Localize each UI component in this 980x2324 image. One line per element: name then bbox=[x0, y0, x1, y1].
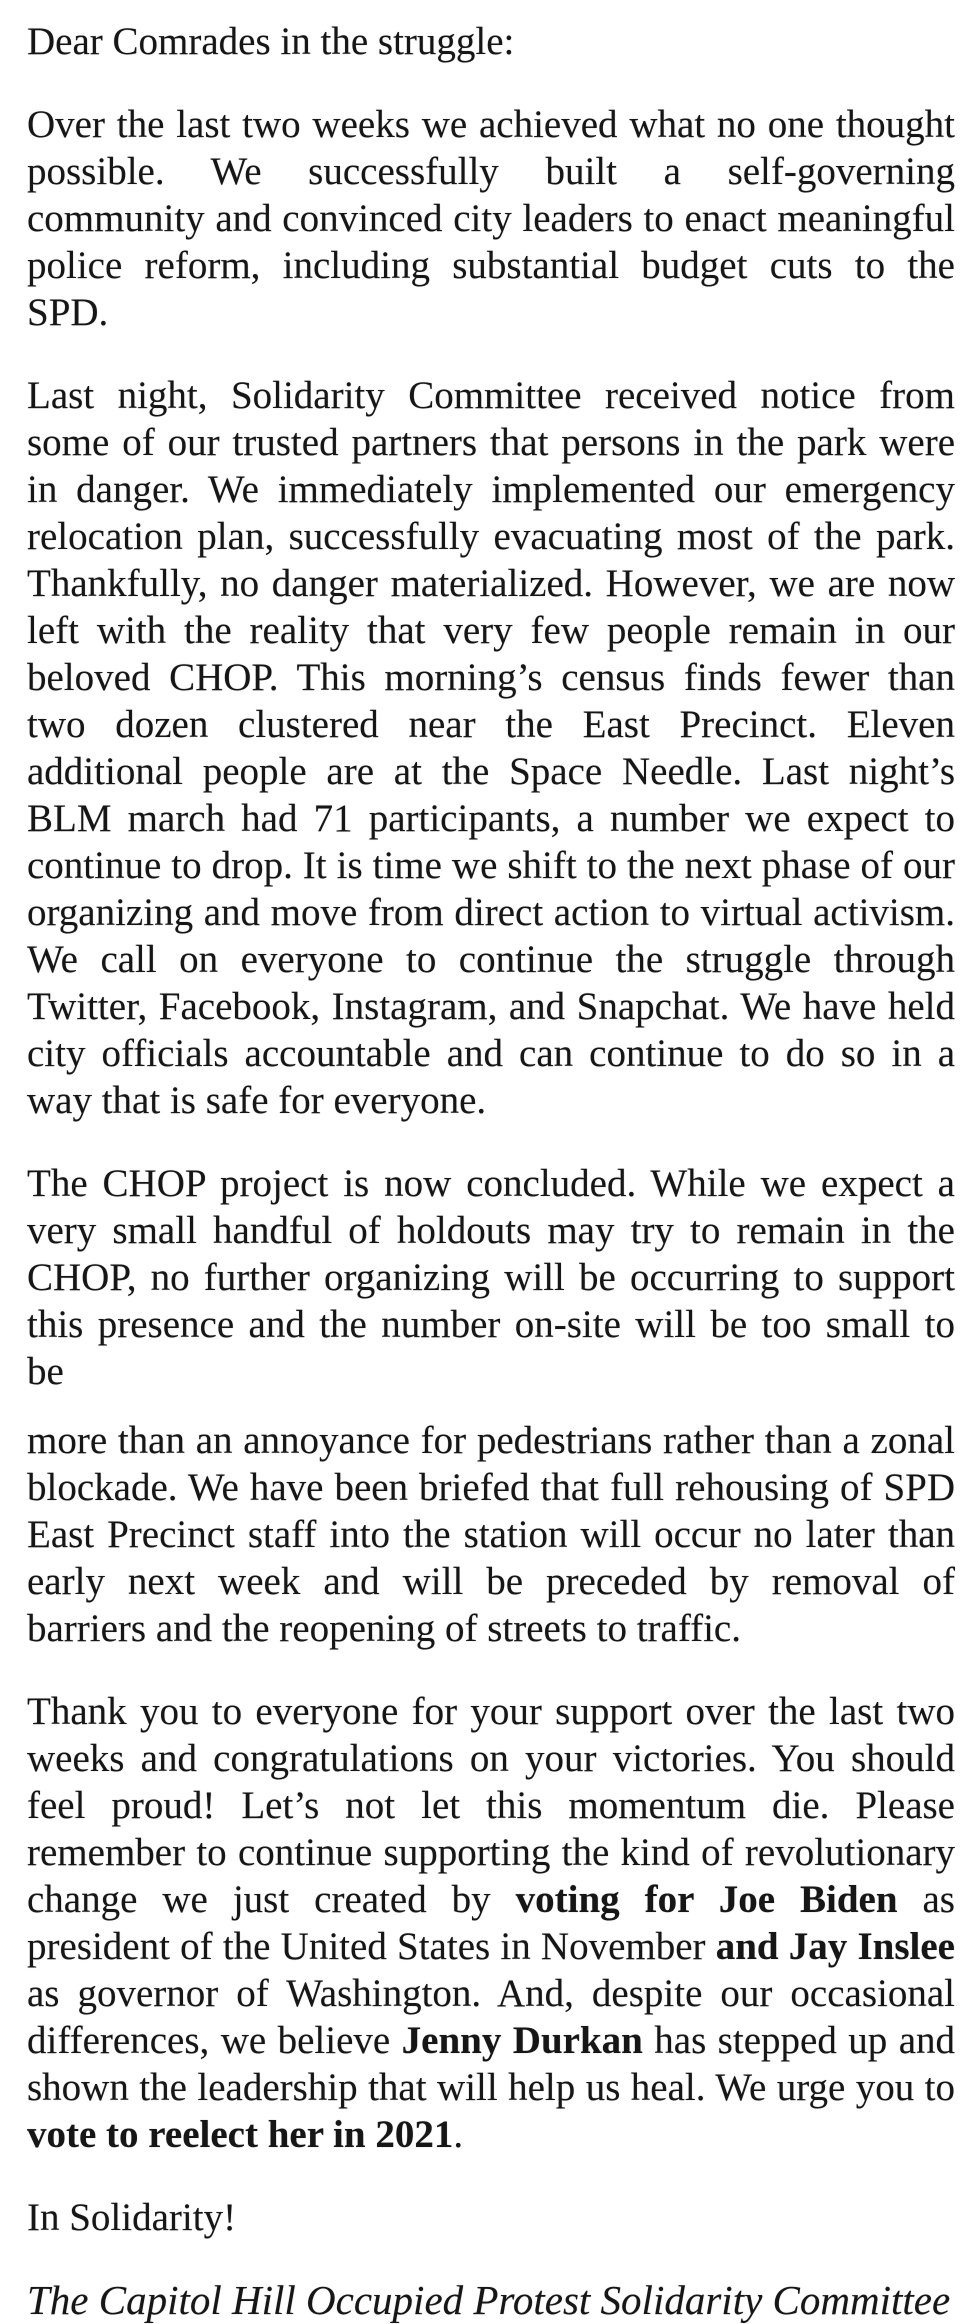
paragraph-chop-concluded-part-1 bbox=[27, 1160, 955, 1395]
bold-text-run: and Jay Inslee bbox=[715, 1925, 955, 1968]
text-run: The CHOP project is now concluded. While we expect a very small handful of holdouts may try to remain in the CHOP, no further organizing will be occurring to support this presence and the number on-site will be too small to be bbox=[27, 1162, 955, 1393]
paragraph-chop-concluded-part-2 bbox=[27, 1417, 955, 1652]
text-run: Last night, Solidarity Committee received notice from some of our trusted partners that persons in the park were in danger. We immediately implemented our emergency relocation plan, successfully evacuating most of the park. Thankfully, no danger materialized. However, we are now left with the reality that very few people remain in our beloved CHOP. This morning’s census finds fewer than two dozen clustered near the East Precinct. Eleven additional people are at the Space Needle. Last night’s BLM march had 71 participants, a number we expect to continue to drop. It is time we shift to the next phase of our organizing and move from direct action to virtual activism. We call on everyone to continue the struggle through Twitter, Facebook, Instagram, and Snapchat. We have held city officials accountable and can continue to do so in a way that is safe for everyone. bbox=[27, 374, 955, 1122]
salutation: Dear Comrades in the struggle: bbox=[27, 20, 515, 63]
text-run: Over the last two weeks we achieved what no one thought possible. We successfully built a self-governing community and convinced city leaders to enact meaningful police reform, including substantial budget cuts to the SPD. bbox=[27, 103, 955, 334]
text-run: Thank you to everyone for your support over the last two weeks and congratulations on your victories. You should feel proud! Let’s not let this momentum die. Please remember to continue supporting the kind of revolutionary change we just created by bbox=[27, 1690, 955, 1921]
text-run: . bbox=[453, 2113, 464, 2156]
text-run: has stepped up and shown the leadership that will help us heal. We urge you to bbox=[27, 2019, 956, 2109]
paragraph-achievements bbox=[27, 101, 955, 336]
text-run: as president of the United States in November bbox=[27, 1878, 955, 1968]
bold-text-run: voting for Joe Biden bbox=[515, 1878, 898, 1921]
bold-text-run: vote to reelect her in 2021 bbox=[27, 2113, 454, 2156]
paragraph-thanks-and-voting bbox=[27, 1688, 955, 2158]
closing: In Solidarity! bbox=[27, 2196, 237, 2239]
signature-line: The Capitol Hill Occupied Protest Solidarity Committee bbox=[27, 2277, 951, 2323]
bold-text-run: Jenny Durkan bbox=[401, 2019, 643, 2062]
paragraph-evacuation bbox=[27, 372, 955, 1124]
text-run: more than an annoyance for pedestrians rather than a zonal blockade. We have been briefed that full rehousing of SPD East Precinct staff into the station will occur no later than early next week and will be preceded by removal of barriers and the reopening of streets to traffic. bbox=[27, 1419, 955, 1650]
text-run: as governor of Washington. And, despite our occasional differences, we believe bbox=[27, 1972, 955, 2062]
